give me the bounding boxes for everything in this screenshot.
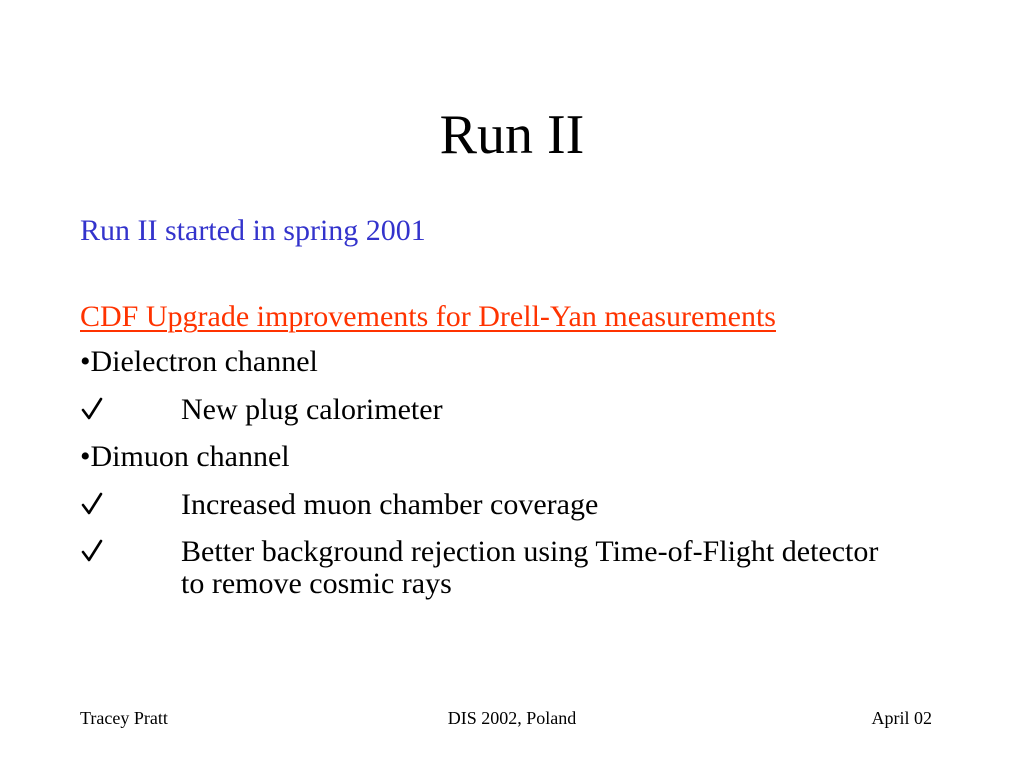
check-mark-icon	[80, 536, 104, 566]
footer-event: DIS 2002, Poland	[447, 708, 577, 728]
check-mark-icon	[80, 489, 104, 519]
slide-title: Run II	[439, 104, 585, 166]
bullet-dimuon-channel: •Dimuon channel	[80, 440, 290, 473]
section-heading: CDF Upgrade improvements for Drell-Yan measurements	[80, 300, 776, 333]
bullet-dielectron-channel: •Dielectron channel	[80, 345, 318, 378]
check-item-text: Increased muon chamber coverage	[181, 488, 599, 521]
slide-subtitle: Run II started in spring 2001	[80, 214, 426, 247]
check-item-text: New plug calorimeter	[181, 393, 443, 426]
footer-date: April 02	[871, 708, 932, 728]
footer-author: Tracey Pratt	[80, 708, 168, 728]
check-item-text: Better background rejection using Time-of-Flight detector to remove cosmic rays	[181, 535, 879, 600]
check-mark-icon	[80, 394, 104, 424]
